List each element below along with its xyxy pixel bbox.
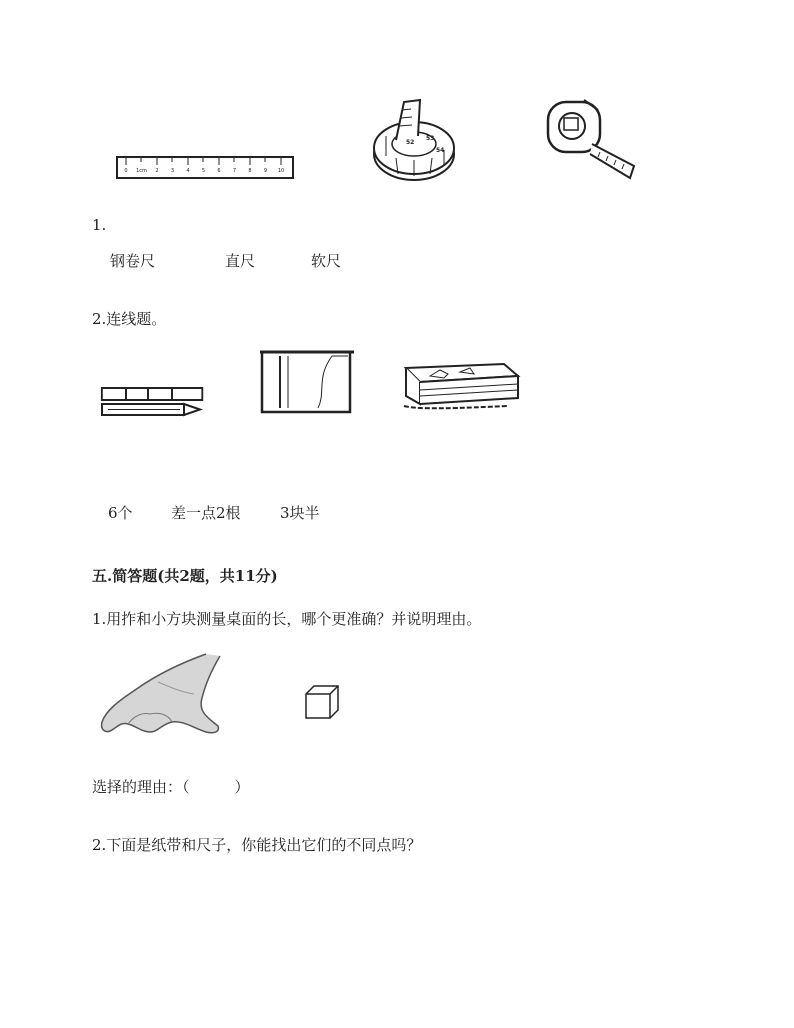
section5-q1-answer-label: 选择的理由：（ ） [92,778,250,796]
ruler-tick-label: 0 [124,168,128,174]
tape-mark-label: 54 [436,147,445,154]
ruler-tick-label: 9 [263,168,268,174]
ruler-tick-label: 7 [232,168,237,174]
tape-mark-label: 53 [426,135,435,142]
q1-option-ruler: 直尺 [225,252,256,270]
ruler-tick-label: 5 [201,168,206,174]
ruler-tick-label: 2 [155,168,159,174]
pencil-and-blocks-image [100,386,204,420]
q1-number: 1. [92,216,107,234]
eraser-image [400,360,524,412]
ruler-tick-label: 6 [217,168,221,174]
q2-option-3-and-half: 3块半 [280,504,320,522]
hand-span-image [98,652,222,738]
small-cube-image [304,684,340,720]
ruler-tick-label: 4 [186,168,190,174]
ruler-tick-label: 10 [277,168,285,174]
ruler-tick-label: 3 [170,168,175,174]
ruler-tick-label: 1cm [136,168,147,174]
q2-title: 2.连线题。 [92,310,167,328]
section5-q1-text: 1.用拃和小方块测量桌面的长，哪个更准确？并说明理由。 [92,610,482,628]
section5-q2-text: 2.下面是纸带和尺子，你能找出它们的不同点吗？ [92,836,422,854]
q2-option-6: 6个 [108,504,133,522]
straight-ruler-image [116,156,294,180]
q1-option-steel-tape: 钢卷尺 [110,252,156,270]
q1-option-soft-tape: 软尺 [311,252,342,270]
tape-mark-label: 52 [406,139,415,146]
section5-heading: 五.简答题(共2题，共11分) [92,567,278,585]
ruler-tick-label: 8 [248,168,252,174]
steel-tape-measure-image [544,96,640,184]
book-image [258,348,356,414]
soft-tape-measure-image [366,96,462,186]
q2-option-almost-2: 差一点2根 [171,504,241,522]
